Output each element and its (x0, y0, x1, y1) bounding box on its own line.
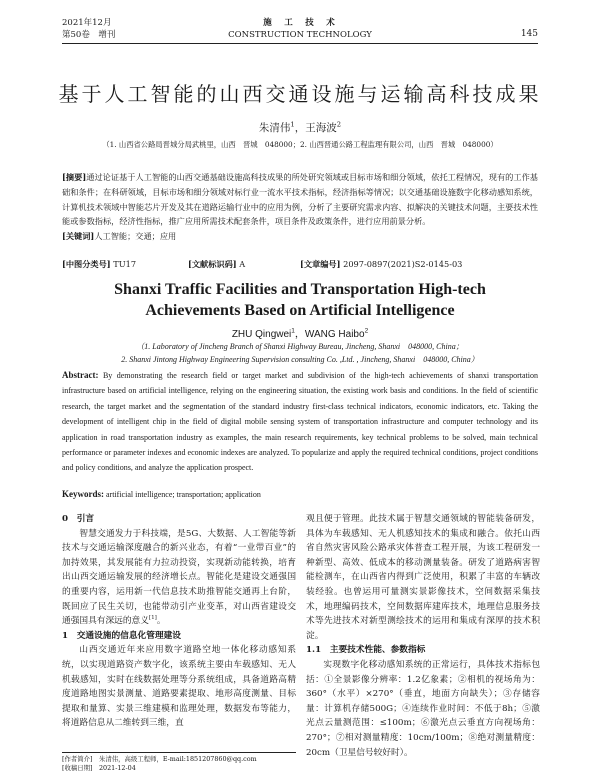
author-footnote (62, 752, 296, 773)
section-1-1-heading: 1.1 主要技术性能、参数指标 (306, 645, 426, 656)
section-1-heading: 1 交通设施的信息化管理建设 (62, 630, 181, 641)
issue-volume: 第50卷 增刊 (62, 30, 116, 40)
section-1-1-paragraph: 实现数字化移动感知系统的正常运行，具体技术指标包括：①全景影像分辨率：1.2亿象素；②相机的视场角为：360°（水平）×270°（垂直，地面方向缺失）；③存储容量：计算机存储500G；④连续作业时间：不低于8h；⑤激光点云量测范围：≤100m；⑥激光点云垂直方向视场角：270°；⑦相对测量精度：10cm/100m；⑧绝对测量精度：20cm（卫星信号较好时）。 (306, 659, 540, 758)
authors-cn: 朱清伟$^1$，王海波$^2$ (258, 120, 342, 134)
issue-date: 2021年12月 (62, 18, 112, 28)
author-en-2: WANG Haibo (304, 329, 365, 340)
journal-name-cn: 施 工 技 术 (263, 18, 337, 28)
keywords-en (62, 489, 538, 499)
article-number: [文章编号] 2097-0897(2021)S2-0145-03 (300, 259, 463, 269)
document-code: [文献标识码] A (188, 259, 246, 269)
keywords-en-label: Keywords: (62, 489, 104, 499)
affiliation-cn: （1. 山西省公路局晋城分局武桃里，山西 晋城 048000；2. 山西晋通公路工程监理有限公司，山西 晋城 048000） (102, 140, 498, 149)
section-1-continued: 观且便于管理。此技术属于智慧交通领域的智能装备研发，具体为车载感知、无人机感知技术的集成和融合。依托山西省自然灾害风险公路承灾体普查工程开展，为该工程研发一种新型、高效、低成本的移动测量装备。研发了道路病害智能检测车，在山西省内得到广泛使用，积累了丰富的车辆改装经验。也曾运用可量测实景影像技术，空间数据采集技术，地理编码技术，空间数据库建库技术，地理信息服务技术等先进技术对新型测绘技术的运用和集成有深厚的技术积淀。 (306, 514, 540, 641)
body-left-column (62, 512, 296, 731)
keywords-en-text: artificial intelligence; transportation; application (106, 490, 261, 499)
abstract-en-label: Abstract: (62, 370, 99, 380)
abstract-cn (62, 170, 538, 244)
abstract-cn-text: 通过论证基于人工智能的山西交通基础设施高科技成果的所处研究领域或目标市场和细分领域，依托工程情况，现有的工作基础和条件；在科研领域，目标市场和细分领域对标行业一流水平技术指标，经济指标等情况；以交通基础设施数字化移动感知系统，计算机技术领域中智能芯片开发及其在道路运输行业中的应用为例，分析了主要研究需求内容、拟解决的关键技术问题，主要技术性能或参数指标，经济性指标，推广应用所需技术配套条件，项目条件及政策条件，进行应用前景分析。 (62, 172, 538, 227)
section-1-paragraph: 山西交通近年来应用数字道路空地一体化移动感知系统，以实现道路资产数字化，该系统主要由车载感知、无人机载感知，实时在线数据处理等分系统组成，具备道路高精度道路地图实景测量、道路要素提取、地形高度测量、目标提取和量算、实景三维建模和监理处理，数据发布等能力，将道路信息从二维转到三维，直 (62, 645, 296, 729)
author-bio: [作者简介] 朱清伟，高级工程师，E-mail:1851207860@qq.com (62, 755, 257, 763)
journal-name-en: CONSTRUCTION TECHNOLOGY (228, 30, 372, 40)
author-en-1: ZHU Qingwei (231, 329, 292, 340)
affiliation-en-1: （1. Laboratory of Jincheng Branch of Shanxi Highway Bureau, Jincheng, Shanxi 048000, China； (136, 342, 464, 351)
abstract-cn-label: [摘要] (62, 172, 87, 182)
abstract-en-text: By demonstrating the research field or target market and subdivision of the high-tech achievements of shanxi transportation infrastructure based on artificial intelligence, relying on the engineering situation, the existing work basis and conditions. In the field of scientific research, the target market and the segmentation of the standard industry first-class technical indicators, economic indicators, etc. Taking the development of intelligent chip in the field of digital mobile sensing system of transportation infrastructure and computer technology and its application in road transportation industry as examples, the main research requirements, key technical problems to be solved, main technical performance or parameter indexes and economic indexes are analyzed. To popularize and apply the required technical conditions, project conditions and policy conditions, and analyze the application prospect. (62, 371, 539, 473)
authors-en: ZHU Qingwei$^1$，WANG Haibo$^2$ (231, 327, 369, 340)
author-cn-1: 朱清伟 (258, 122, 291, 134)
section-0-paragraph: 智慧交通发力于科技端，是5G、大数据、人工智能等新技术与交通运输深度融合的新兴业态，有着“一业带百业”的加持效果，其发展能有力拉动投资，实现新动能转换，培育出山西交通运输发展的经济增长点。智能化是建设交通强国的重要内容，运用新一代信息技术助推智能交通再上台阶，既回应了民生关切，也能带动引产业变革，对山西省建设交通强国具有深远的意义[1]。 (62, 528, 296, 627)
header-rule (62, 43, 538, 44)
class-number: [中图分类号] TU17 (62, 259, 137, 269)
title-en: Shanxi Traffic Facilities and Transportation High-tech Achievements Based on Artificial Intelligence (114, 281, 486, 319)
affiliation-en-2: 2. Shanxi Jintong Highway Engineering Supervision consulting Co. ,Ltd. , Jincheng, Shanxi 048000, China） (121, 355, 479, 364)
abstract-en (62, 368, 538, 476)
keywords-cn-label: [关键词] (62, 231, 95, 242)
received-date: [收稿日期] 2021-12-04 (62, 764, 136, 772)
section-0-heading: 0 引言 (62, 514, 95, 524)
title-cn: 基于人工智能的山西交通设施与运输高科技成果 (58, 82, 542, 106)
keywords-cn-text: 人工智能；交通；应用 (94, 231, 177, 242)
author-cn-2: 王海波 (305, 122, 337, 134)
body-right-column (306, 512, 540, 760)
reference-1: [1] (148, 615, 157, 622)
page-number: 145 (520, 29, 538, 39)
